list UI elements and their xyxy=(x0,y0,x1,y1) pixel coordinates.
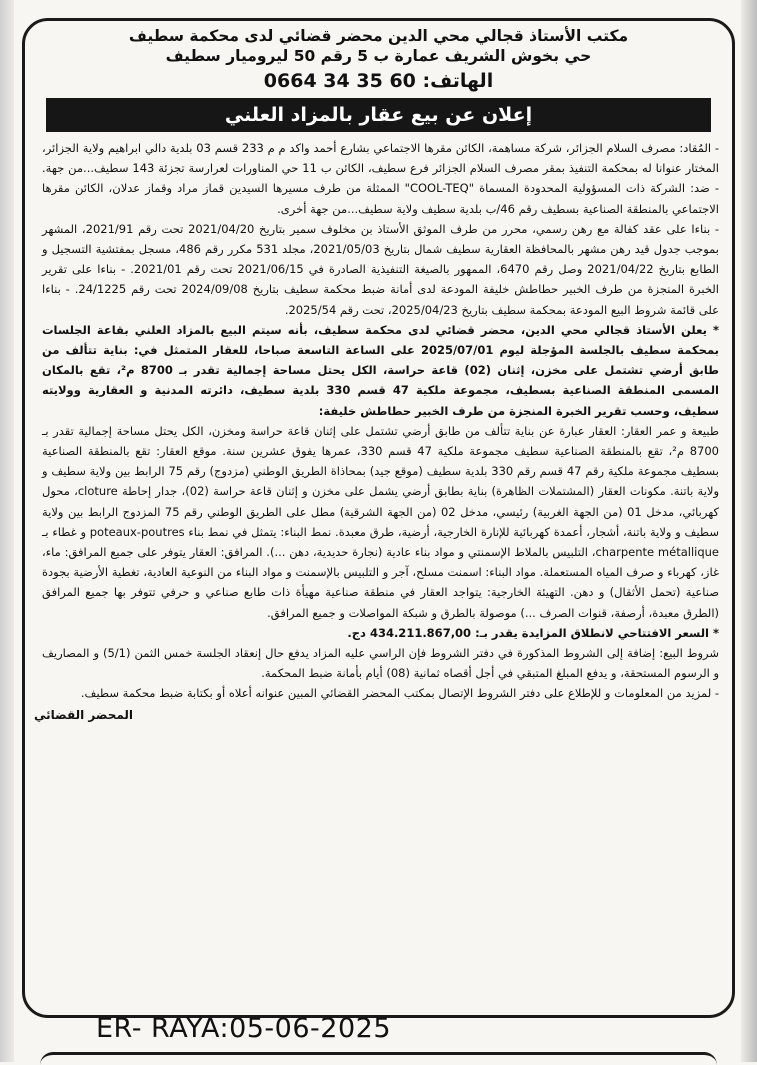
publication-stamp: ER- RAYA:05-06-2025 xyxy=(96,1013,391,1044)
sale-conditions-paragraph: شروط البيع: إضافة إلى الشروط المذكورة في دفتر الشروط فإن الراسي عليه المزاد يدفع حال إنعقاد الجلسة خمس الثمن (5/1) و المصاريف و الرسوم المستحقة، و يدفع المبلغ المتبقي في أجل أقصاه ثمانية (08) أيام بأمانة ضبط المحكمة. xyxy=(42,646,719,681)
contact-paragraph: - لمزيد من المعلومات و للإطلاع على دفتر الشروط الإتصال بمكتب المحضر القضائي المبين عنوانه أعلاه أو بكتابة ضبط محكمة سطيف. xyxy=(80,686,719,701)
notice-content xyxy=(34,26,723,722)
office-phone: الهاتف: 60 35 34 0664 xyxy=(263,69,494,92)
page-right-shadow xyxy=(741,0,757,1062)
office-address: حي بخوش الشريف عمارة ب 5 رقم 50 ليروميار سطيف xyxy=(165,47,592,66)
office-name: مكتب الأستاذ قجالي محي الدين محضر قضائي لدى محكمة سطيف xyxy=(128,27,629,45)
opening-price-paragraph: * السعر الافتتاحي لانطلاق المزايدة يقدر بـ: 434.211.867,00 دج. xyxy=(347,625,719,640)
notice-body xyxy=(34,138,723,704)
notice-title-banner: إعلان عن بيع عقار بالمزاد العلني xyxy=(46,98,711,132)
property-description-paragraph: طبيعة و عمر العقار: العقار عبارة عن بناية تتألف من طابق أرضي تشتمل على إثنان قاعة حراسة ومخزن، الكل يحتل مساحة إجمالية تقدر بـ 8700 م²، تقع بالمنطقة الصناعية سطيف مجموعة ملكية 47 قسم 330، عمرها يفوق عشرين سنة. موقع العقار: تقع بالمنطقة الصناعية بسطيف مجموعة ملكية رقم 47 قسم رقم 330 بلدية سطيف (موقع جيد) بمحاذاة الطريق الوطني (مزدوج) رقم 75 الرابط بين ولاية سطيف و ولاية باتنة. مكونات العقار (المشتملات الظاهرة) بناية بطابق أرضي يشمل على مخزن و إثنان قاعة حراسة (02)، جدار إحاطة cloture، محول كهربائي، مدخل 01 (من الجهة الغربية) رئيسي، مدخل 02 (من الجهة الشرقية) مطل على الطريق الوطني رقم 75 المزدوج الرابط بين ولاية سطيف و ولاية باتنة، أشجار، أعمدة كهربائية للإنارة الخارجية، أرضية، طرق معبدة. نمط البناء: يتمثل في نمط بناء poteaux-poutres و غطاء بـ charpente métallique، التلبيس بالملاط الإسمنتي و مواد بناء عادية (نجارة حديدية، دهن ...). المرافق: العقار يتوفر على جميع المرافق: ماء، غاز، كهرباء و صرف المياه المستعملة. مواد البناء: اسمنت مسلح، آجر و التلبيس بالإسمنت و مواد البناء من النوعية العادية، تغطية الأرضية بجودة صناعية (تحمل الأثقال) و دهن. التهيئة الخارجية: يتواجد العقار في منطقة صناعية مهيأة ذات طابع صناعي و حرفي تتوفر بها جميع المرافق (الطرق معبدة، أرصفة، قنوات الصرف ...) موصولة بالطرق و شبكة المواصلات و جميع المرافق. xyxy=(42,423,720,620)
page-left-shadow xyxy=(0,0,14,1062)
bailiff-signature: المحضر القضائي xyxy=(34,707,134,722)
parties-paragraph: - المُقاد: مصرف السلام الجزائر، شركة مساهمة، الكائن مقرها الاجتماعي بشارع أحمد واكد م م 233 قسم 03 بلدية دالي ابراهيم ولاية الجزائر، المختار عنوانا له بمحكمة التنفيذ بمقر مصرف السلام الجزائر فرع سطيف، الكائن ب 11 حي المناورات لعرارسة تجزئة 143 سطيف...من جهة. - ضد: الشركة ذات المسؤولية المحدودة المسماة "COOL-TEQ" الممثلة من طرف مسيرها السيدين قماز مراد وقماز عدلان، الكائن مقرها الاجتماعي بالمنطقة الصناعية بسطيف رقم 46/ب بلدية سطيف ولاية سطيف...من جهة أخرى. xyxy=(42,140,719,216)
sale-announcement-paragraph: * يعلن الأستاذ قجالي محي الدين، محضر قضائي لدى محكمة سطيف، بأنه سيتم البيع بالمزاد العلني بقاعة الجلسات بمحكمة سطيف بالجلسة المؤجلة ليوم 2025/07/01 على الساعة التاسعة صباحا، للعقار المتمثل في: بناية تتألف من طابق أرضي تشتمل على مخزن، إثنان (02) قاعة حراسة، الكل يحتل مساحة إجمالية تقدر بـ 8700 م²، تقع بالمكان المسمى المنطقة الصناعية بسطيف، مجموعة ملكية 47 قسم 330 بلدية سطيف، دائرته المدنية و العقارية وولايته سطيف، وحسب تقرير الخبرة المنجزة من طرف الخبير حطاطش خليفة: xyxy=(42,322,719,418)
office-header xyxy=(34,26,723,94)
next-notice-edge xyxy=(40,1052,717,1065)
legal-basis-paragraph: - بناءا على عقد كفالة مع رهن رسمي، محرر من طرف الموثق الأستاذ بن مخلوف سمير بتاريخ 2021/04/20 تحت رقم 2021/91، المشهر بموجب جدول قيد رهن مشهر بالمحافظة العقارية سطيف شمال بتاريخ 2021/05/03، مجلد 531 مكرر رقم 486، مسجل بمفتشية التسجيل و الطابع بتاريخ 2021/04/22 وصل رقم 6470، الممهور بالصيغة التنفيذية الصادرة في 2021/06/15 تحت رقم 2021/01. - بناءا على تقرير الخبرة المنجزة من طرف الخبير حطاطش خليفة المودعة لدى أمانة ضبط محكمة سطيف بتاريخ 2024/09/08 تحت رقم 24/1225. - بناءا على قائمة شروط البيع المودعة بمحكمة سطيف بتاريخ 2025/04/23، تحت رقم 2025/54. xyxy=(42,221,719,317)
